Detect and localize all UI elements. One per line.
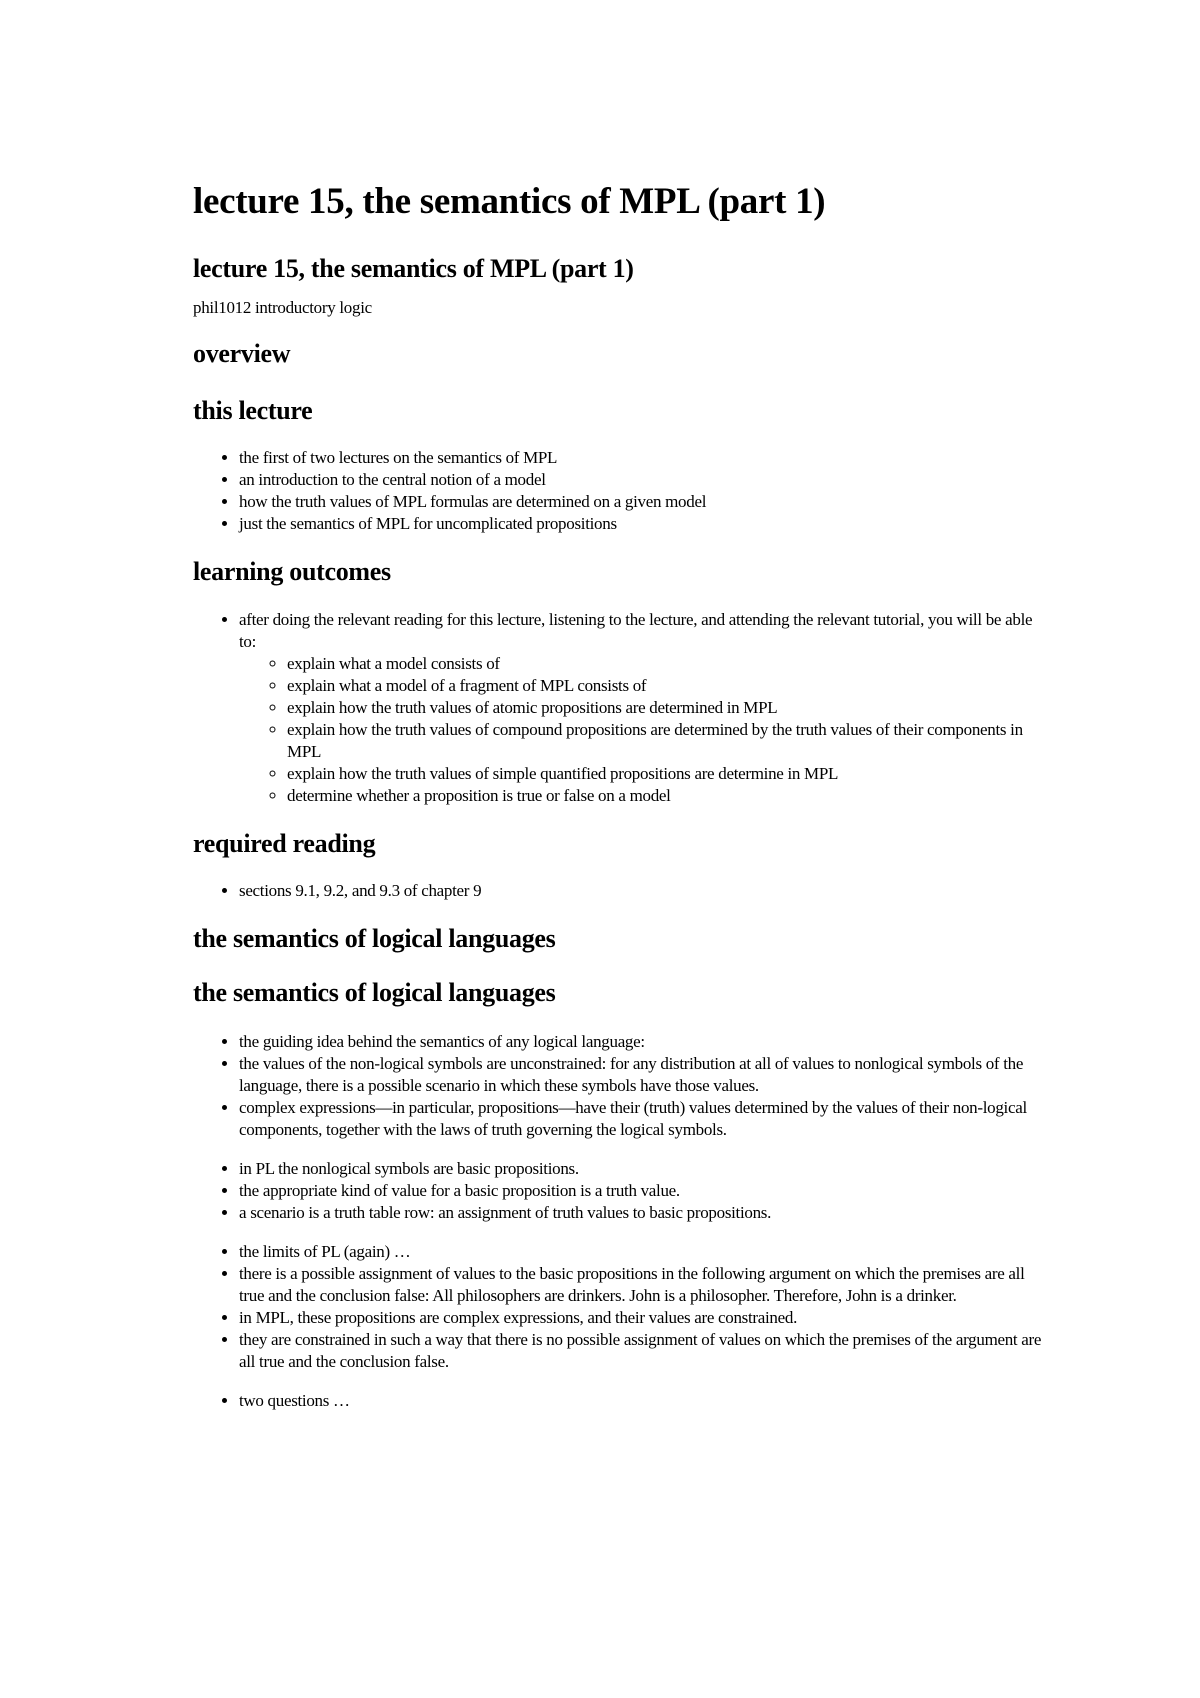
list-item: ◦ explain how the truth values of compound propositions are determined by the truth values of their components in MPL: [287, 719, 1053, 763]
list-item: • the guiding idea behind the semantics of any logical language:: [239, 1031, 1053, 1053]
heading-semantics-logical-languages: the semantics of logical languages: [193, 924, 556, 953]
list-item: ◦ determine whether a proposition is true or false on a model: [287, 785, 1053, 807]
list-item: ◦ explain what a model of a fragment of MPL consists of: [287, 675, 1053, 697]
list-item: • an introduction to the central notion of a model: [239, 469, 1053, 491]
heading-this-lecture: this lecture: [193, 396, 313, 425]
learning-outcomes-sublist: [239, 653, 1053, 807]
heading-required-reading: required reading: [193, 829, 376, 858]
required-reading-list: [193, 880, 1053, 902]
semantics-list-3: [193, 1241, 1053, 1373]
list-item: • there is a possible assignment of values to the basic propositions in the following argument on which the premises are all true and the conclusion false: All philosophers are drinkers. John is a philosopher. Therefore, John is a drinker.: [239, 1263, 1053, 1307]
list-item: • in PL the nonlogical symbols are basic propositions.: [239, 1158, 1053, 1180]
list-item: • sections 9.1, 9.2, and 9.3 of chapter 9: [239, 880, 1053, 902]
list-item: ◦ explain what a model consists of: [287, 653, 1053, 675]
list-item: ◦ explain how the truth values of simple quantified propositions are determine in MPL: [287, 763, 1053, 785]
heading-overview: overview: [193, 339, 291, 368]
subheading-semantics-logical-languages: the semantics of logical languages: [193, 978, 556, 1007]
list-item: [239, 609, 1053, 807]
semantics-list-2: [193, 1158, 1053, 1224]
list-item: • the appropriate kind of value for a basic proposition is a truth value.: [239, 1180, 1053, 1202]
this-lecture-list: [193, 447, 1053, 535]
list-item: • how the truth values of MPL formulas are determined on a given model: [239, 491, 1053, 513]
semantics-list-1: [193, 1031, 1053, 1141]
course-name: phil1012 introductory logic: [193, 298, 372, 317]
page-title: lecture 15, the semantics of MPL (part 1): [193, 181, 826, 222]
list-item: • just the semantics of MPL for uncomplicated propositions: [239, 513, 1053, 535]
list-item: • complex expressions—in particular, propositions—have their (truth) values determined by the values of their non-logical components, together with the laws of truth governing the logical symbols.: [239, 1097, 1053, 1141]
list-item: • two questions …: [239, 1390, 1053, 1412]
semantics-list-4: [193, 1390, 1053, 1412]
learning-outcomes-intro: after doing the relevant reading for this lecture, listening to the lecture, and attending the relevant tutorial, you will be able to:: [239, 610, 1033, 651]
list-item: • the values of the non-logical symbols are unconstrained: for any distribution at all of values to nonlogical symbols of the language, there is a possible scenario in which these symbols have those values.: [239, 1053, 1053, 1097]
list-item: • the limits of PL (again) …: [239, 1241, 1053, 1263]
list-item: • a scenario is a truth table row: an assignment of truth values to basic propositions.: [239, 1202, 1053, 1224]
list-item: ◦ explain how the truth values of atomic propositions are determined in MPL: [287, 697, 1053, 719]
document-page: [193, 178, 1053, 1412]
learning-outcomes-list: [193, 609, 1053, 807]
list-item: • in MPL, these propositions are complex expressions, and their values are constrained.: [239, 1307, 1053, 1329]
list-item: • the first of two lectures on the semantics of MPL: [239, 447, 1053, 469]
heading-learning-outcomes: learning outcomes: [193, 557, 391, 586]
page-subtitle: lecture 15, the semantics of MPL (part 1): [193, 254, 634, 283]
list-item: • they are constrained in such a way that there is no possible assignment of values on which the premises of the argument are all true and the conclusion false.: [239, 1329, 1053, 1373]
